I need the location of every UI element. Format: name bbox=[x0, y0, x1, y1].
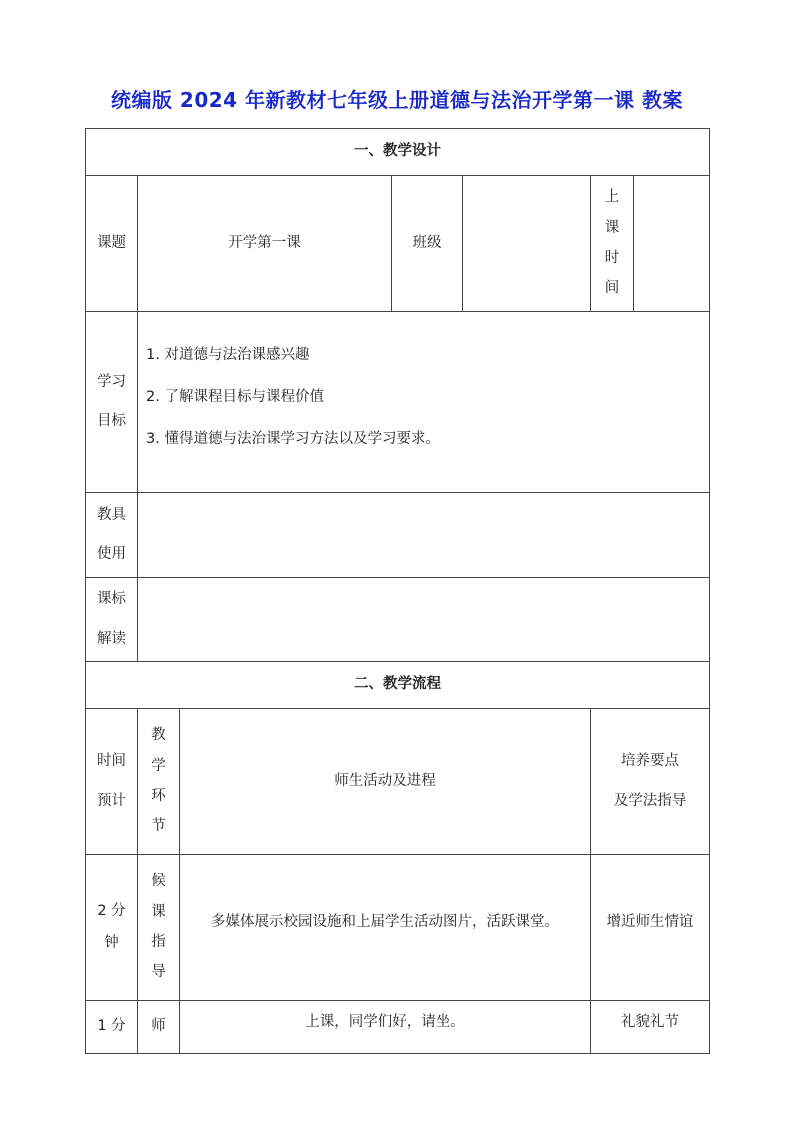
flow-row-time bbox=[86, 855, 137, 1000]
flow-header-stage-char: 教 bbox=[151, 727, 166, 744]
goals-list bbox=[146, 343, 440, 469]
flow-header-time bbox=[86, 709, 137, 854]
flow-row-points: 增近师生情谊 bbox=[606, 913, 694, 930]
standard-value bbox=[138, 578, 709, 661]
goals-label bbox=[86, 312, 137, 492]
flow-header-stage-char: 学 bbox=[151, 757, 166, 774]
flow-header-time-line: 时间 bbox=[97, 753, 126, 770]
standard-label-line: 课标 bbox=[97, 591, 126, 608]
standard-label-line: 解读 bbox=[97, 630, 126, 647]
flow-row-time-line: 钟 bbox=[104, 934, 119, 951]
class-time-value bbox=[634, 176, 709, 311]
section1-heading: 一、教学设计 bbox=[354, 143, 441, 160]
flow-row-time-line: 1 分 bbox=[97, 1018, 126, 1035]
tools-value bbox=[138, 493, 709, 577]
class-time-char: 课 bbox=[604, 219, 620, 236]
flow-row-activity: 上课，同学们好，请坐。 bbox=[305, 1014, 465, 1031]
tools-label bbox=[86, 493, 137, 577]
flow-header-stage-char: 节 bbox=[151, 818, 166, 835]
topic-value: 开学第一课 bbox=[228, 234, 301, 251]
goal-item: 2. 了解课程目标与课程价值 bbox=[146, 389, 324, 405]
flow-row-time bbox=[86, 1001, 137, 1053]
standard-label bbox=[86, 578, 137, 661]
flow-row-points: 礼貌礼节 bbox=[621, 1014, 679, 1031]
class-time-char: 时 bbox=[604, 250, 620, 266]
tools-label-line: 使用 bbox=[97, 546, 126, 562]
flow-row-stage-char: 指 bbox=[151, 934, 166, 950]
class-value bbox=[463, 176, 590, 311]
goal-item: 3. 懂得道德与法治课学习方法以及学习要求。 bbox=[146, 431, 440, 447]
flow-header-points bbox=[591, 709, 709, 854]
flow-row-stage bbox=[138, 855, 179, 1000]
document-title: 统编版 2024 年新教材七年级上册道德与法治开学第一课 教案 bbox=[110, 88, 684, 112]
flow-header-points-line: 及学法指导 bbox=[613, 792, 687, 809]
class-label: 班级 bbox=[412, 234, 442, 251]
topic-label: 课题 bbox=[97, 234, 126, 251]
section2-heading: 二、教学流程 bbox=[354, 676, 441, 693]
goals-label-line: 目标 bbox=[97, 413, 126, 429]
flow-header-time-line: 预计 bbox=[97, 792, 126, 809]
flow-header-stage-char: 环 bbox=[151, 788, 166, 804]
flow-header-stage bbox=[138, 709, 179, 854]
class-time-char: 上 bbox=[604, 189, 620, 206]
class-time-label bbox=[591, 176, 633, 311]
goals-label-line: 学习 bbox=[97, 373, 126, 390]
flow-row-activity: 多媒体展示校园设施和上届学生活动图片，活跃课堂。 bbox=[211, 913, 559, 930]
class-time-char: 间 bbox=[604, 280, 620, 297]
flow-header-activity: 师生活动及进程 bbox=[334, 772, 436, 789]
flow-row-stage-char: 课 bbox=[151, 903, 166, 920]
flow-header-points-line: 培养要点 bbox=[621, 753, 679, 770]
flow-row-stage bbox=[138, 1001, 179, 1053]
flow-row-stage-char: 导 bbox=[151, 964, 166, 981]
tools-label-line: 教具 bbox=[97, 506, 126, 523]
goal-item: 1. 对道德与法治课感兴趣 bbox=[146, 347, 310, 363]
flow-row-stage-char: 师 bbox=[151, 1018, 166, 1035]
flow-row-time-line: 2 分 bbox=[97, 903, 126, 920]
flow-row-stage-char: 候 bbox=[151, 873, 166, 890]
